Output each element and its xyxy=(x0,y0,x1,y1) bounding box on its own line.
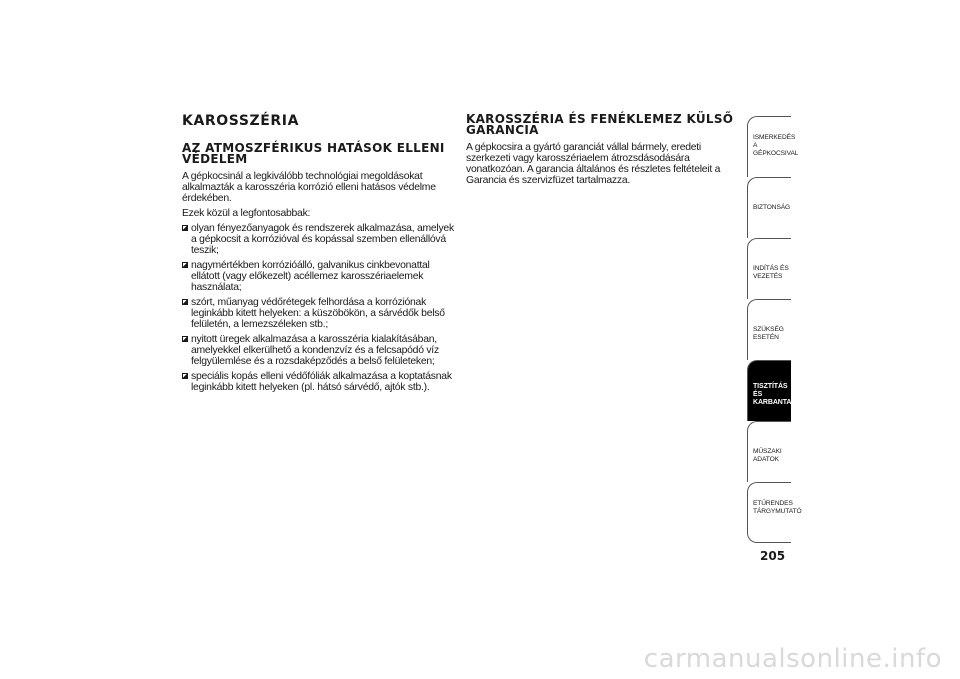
bullet-icon xyxy=(182,373,188,379)
bullet-icon xyxy=(182,262,188,268)
section-title: KAROSSZÉRIA xyxy=(182,113,300,129)
subsection-title-line1: AZ ATMOSZFÉRIKUS HATÁSOK ELLENI xyxy=(182,141,445,155)
bullet-icon xyxy=(182,225,188,231)
page-number: 205 xyxy=(760,549,786,563)
warranty-title-line1: KAROSSZÉRIA ÉS FENÉKLEMEZ KÜLSŐ xyxy=(466,112,734,126)
watermark-text: carmanualsonline.info xyxy=(643,644,942,674)
protection-list xyxy=(182,223,460,393)
sidebar-tab-starting-driving[interactable]: INDÍTÁS ÉS VEZETÉS xyxy=(747,238,791,299)
sidebar-tab-index[interactable]: ETŰRENDES TÁRGYMUTATÓ xyxy=(747,482,791,543)
warranty-paragraph: A gépkocsira a gyártó garanciát vállal bármely, eredeti szerkezeti vagy karosszériaelem átrozsdásodására vonatkozóan. A garancia általános és részletes feltételeit a Garancia és szervizfüzet tartalmazza. xyxy=(466,142,721,186)
subsection-title-line2: VÉDELEM xyxy=(182,152,248,166)
subsection-title xyxy=(182,143,460,165)
list-item: speciális kopás elleni védőfóliák alkalmazása a koptatásnak leginkább kitett helyeken (pl. hátsó sárvédő, ajtók stb.). xyxy=(182,371,460,393)
right-column xyxy=(466,114,734,190)
sidebar-tab-getting-to-know[interactable]: ISMERKEDÉS A GÉPKOCSIVAL xyxy=(747,116,791,177)
sidebar-tab-maintenance[interactable]: TISZTÍTÁS ÉS KARBANTARTÁS xyxy=(747,360,791,421)
list-item: olyan fényezőanyagok és rendszerek alkalmazása, amelyek a gépkocsit a korrózióval és kopással szemben ellenállóvá teszik; xyxy=(182,223,460,256)
sidebar-tab-emergency[interactable]: SZÜKSÉG ESETÉN xyxy=(747,299,791,360)
warranty-title xyxy=(466,114,734,136)
sidebar-tab-safety[interactable]: BIZTONSÁG xyxy=(747,177,791,238)
chapter-sidebar xyxy=(747,116,810,543)
sidebar-tab-technical-data[interactable]: MŰSZAKI ADATOK xyxy=(747,421,791,482)
list-item: nyitott üregek alkalmazása a karosszéria kialakításában, amelyekkel elkerülhető a kondenzvíz és a felcsapódó víz felgyülemlése és a rozsdaképződés a belső felületeken; xyxy=(182,334,460,367)
list-item: nagymértékben korrózióálló, galvanikus cinkbevonattal ellátott (vagy előkezelt) acéllemez karosszériaelemek használata; xyxy=(182,260,460,293)
bullet-icon xyxy=(182,336,188,342)
list-item: szórt, műanyag védőrétegek felhordása a korróziónak leginkább kitett helyeken: a küszöbökön, a sárvédők belső felületén, a lemezszéleken stb.; xyxy=(182,297,460,330)
left-column xyxy=(182,114,460,397)
lead-paragraph: Ezek közül a legfontosabbak: xyxy=(182,208,311,219)
bullet-icon xyxy=(182,299,188,305)
warranty-title-line2: GARANCIA xyxy=(466,123,539,137)
intro-paragraph: A gépkocsinál a legkiválóbb technológiai megoldásokat alkalmazták a karosszéria korrózió elleni hatásos védelme érdekében. xyxy=(182,171,436,204)
watermark-bar xyxy=(0,644,960,678)
